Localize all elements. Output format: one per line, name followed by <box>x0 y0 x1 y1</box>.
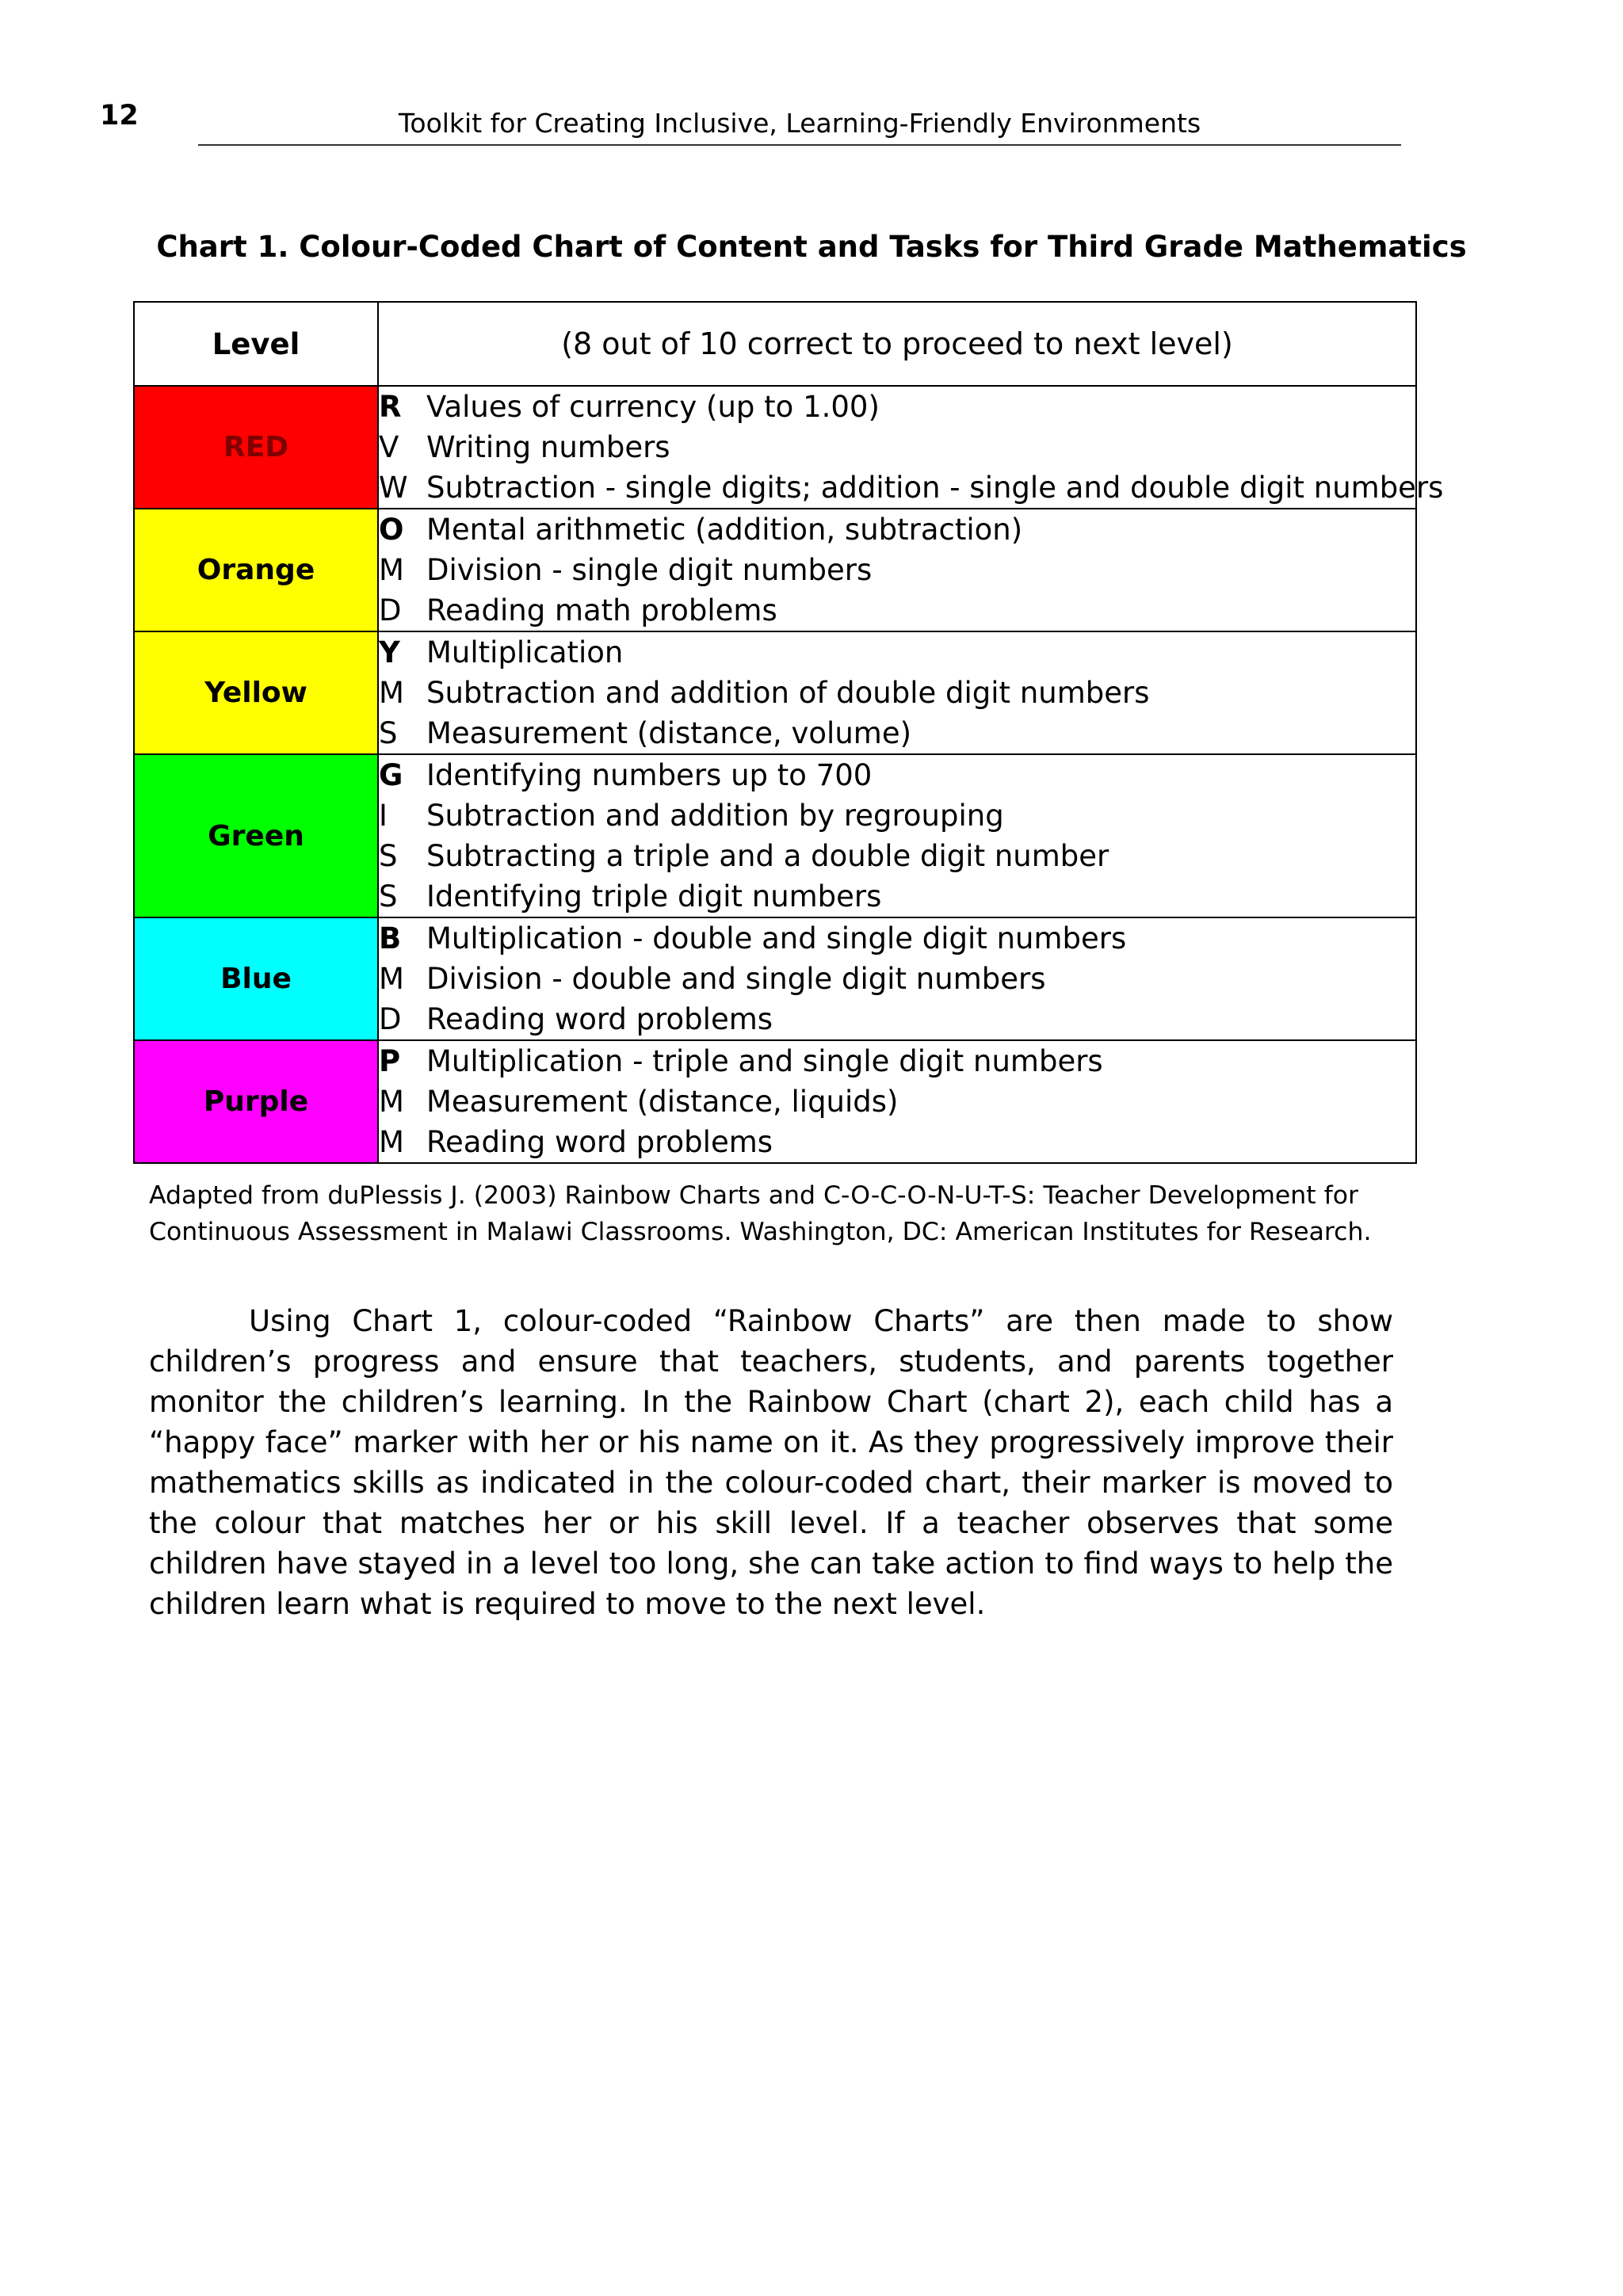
task-text: Multiplication <box>426 635 624 669</box>
task-item <box>379 673 1415 713</box>
task-letter: M <box>379 676 404 710</box>
header-rule <box>198 144 1401 146</box>
task-text: Subtraction - single digits; addition - single and double digit numbers <box>426 471 1444 505</box>
task-list-cell <box>378 754 1416 917</box>
level-name-cell: RED <box>134 386 378 509</box>
task-text: Measurement (distance, volume) <box>426 716 912 750</box>
task-item <box>379 387 1415 427</box>
task-text: Values of currency (up to 1.00) <box>426 390 880 424</box>
task-text: Mental arithmetic (addition, subtraction) <box>426 513 1023 547</box>
task-text: Division - double and single digit numbers <box>426 962 1046 996</box>
task-letter: V <box>379 430 399 464</box>
task-item <box>379 467 1444 508</box>
task-letter: S <box>379 879 398 913</box>
task-item <box>379 959 1415 999</box>
level-name-cell: Green <box>134 754 378 917</box>
task-letter: S <box>379 716 398 750</box>
source-note: Adapted from duPlessis J. (2003) Rainbow Charts and C-O-C-O-N-U-T-S: Teacher Development for Continuous Assessment in Malawi Classrooms. Washington, DC: American Institutes for Research. <box>149 1181 1372 1246</box>
task-text: Writing numbers <box>426 430 670 464</box>
task-letter: O <box>379 513 404 547</box>
task-list-cell <box>378 1040 1416 1163</box>
level-table <box>133 301 1444 1164</box>
task-item <box>379 836 1415 876</box>
task-text: Subtraction and addition by regrouping <box>426 799 1004 833</box>
task-letter: Y <box>379 635 400 669</box>
task-letter: M <box>379 962 404 996</box>
task-list-cell <box>378 509 1416 631</box>
task-text: Subtracting a triple and a double digit number <box>426 839 1109 873</box>
task-item <box>379 999 1415 1039</box>
task-item <box>379 755 1415 795</box>
level-name-cell: Orange <box>134 509 378 631</box>
level-row <box>134 1040 1416 1163</box>
level-name-cell: Purple <box>134 1040 378 1163</box>
level-row <box>134 917 1416 1040</box>
running-header: Toolkit for Creating Inclusive, Learning-Friendly Environments <box>398 108 1201 139</box>
task-text: Multiplication - triple and single digit numbers <box>426 1044 1103 1078</box>
task-text: Division - single digit numbers <box>426 553 873 587</box>
task-item <box>379 590 1415 631</box>
task-list-cell <box>378 917 1416 1040</box>
task-letter: G <box>379 758 403 792</box>
task-letter: B <box>379 921 402 955</box>
task-letter: D <box>379 593 402 627</box>
task-item <box>379 1081 1415 1122</box>
task-letter: S <box>379 839 398 873</box>
task-item <box>379 918 1415 959</box>
task-letter: M <box>379 553 404 587</box>
level-name-cell: Yellow <box>134 631 378 754</box>
task-letter: M <box>379 1125 404 1159</box>
page-number: 12 <box>100 100 139 132</box>
task-list-cell <box>378 386 1444 509</box>
task-item <box>379 795 1415 836</box>
task-item <box>379 876 1415 917</box>
task-item <box>379 632 1415 673</box>
task-item <box>379 1041 1415 1081</box>
task-letter: W <box>379 471 408 505</box>
table-header-row <box>134 302 1416 386</box>
level-column-header: Level <box>134 302 378 386</box>
chart-title: Chart 1. Colour-Coded Chart of Content and Tasks for Third Grade Mathematics <box>156 230 1467 264</box>
task-letter: D <box>379 1002 402 1036</box>
body-paragraph: Using Chart 1, colour-coded “Rainbow Charts” are then made to show children’s progress and ensure that teachers, students, and parents together monitor the children’s learning. In the Rainbow Chart (chart 2), each child has a “happy face” marker with her or his name on it. As they progressively improve their mathematics skills as indicated in the colour-coded chart, their marker is moved to the colour that matches her or his skill level. If a teacher observes that some children have stayed in a level too long, she can take action to find ways to help the children learn what is required to move to the next level. <box>149 1304 1393 1621</box>
level-row <box>134 509 1416 631</box>
level-row <box>134 631 1416 754</box>
task-list-cell <box>378 631 1416 754</box>
task-item <box>379 427 1415 467</box>
level-row <box>134 386 1416 509</box>
task-letter: R <box>379 390 402 424</box>
task-text: Multiplication - double and single digit numbers <box>426 921 1127 955</box>
task-item <box>379 1122 1415 1162</box>
task-text: Identifying numbers up to 700 <box>426 758 873 792</box>
task-text: Subtraction and addition of double digit numbers <box>426 676 1150 710</box>
task-item <box>379 550 1415 590</box>
task-item <box>379 509 1415 550</box>
task-letter: M <box>379 1085 404 1119</box>
task-letter: I <box>379 799 388 833</box>
task-text: Reading word problems <box>426 1125 773 1159</box>
criterion-column-header: (8 out of 10 correct to proceed to next level) <box>378 302 1416 386</box>
task-text: Reading math problems <box>426 593 777 627</box>
task-item <box>379 713 1415 753</box>
level-row <box>134 754 1416 917</box>
task-text: Identifying triple digit numbers <box>426 879 882 913</box>
task-text: Measurement (distance, liquids) <box>426 1085 899 1119</box>
task-letter: P <box>379 1044 401 1078</box>
task-text: Reading word problems <box>426 1002 773 1036</box>
level-name-cell: Blue <box>134 917 378 1040</box>
